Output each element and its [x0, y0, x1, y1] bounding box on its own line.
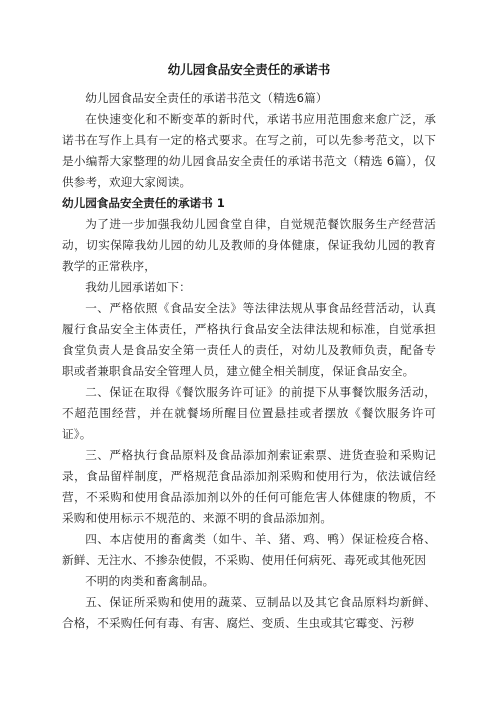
- subtitle-paragraph: 幼儿园食品安全责任的承诺书范文（精选6篇）: [85, 91, 328, 105]
- document-title: 幼儿园食品安全责任的承诺书: [167, 62, 331, 77]
- body-paragraph-7: 五、保证所采购和使用的蔬菜、豆制品以及其它食品原料均新鲜、合格，不采购任何有毒、有害、腐烂、变质、生虫或其它霉变、污秽: [62, 595, 436, 630]
- body-paragraph-1: 为了进一步加强我幼儿园食堂自律，自觉规范餐饮服务生产经营活动，切实保障我幼儿园的幼儿及教师的身体健康，保证我幼儿园的教育教学的正常秩序，: [62, 217, 436, 273]
- body-paragraph-6a: 四、本店使用的畜禽类（如牛、羊、猪、鸡、鸭）保证检疫合格、新鲜、无注水、不掺杂使假，不采购、使用任何病死、毒死或其他死因: [62, 532, 436, 567]
- body-paragraph-2: 我幼儿园承诺如下：: [85, 280, 191, 294]
- section-heading-1: 幼儿园食品安全责任的承诺书 1: [62, 196, 225, 210]
- body-paragraph-6b: 不明的肉类和畜禽制品。: [85, 574, 215, 588]
- body-paragraph-3: 一、严格依照《食品安全法》等法律法规从事食品经营活动，认真履行食品安全主体责任，严格执行食品安全法律法规和标准，自觉承担食堂负责人是食品安全第一责任人的责任，对幼儿及教师负责，配备专职或者兼职食品安全管理人员，建立健全相关制度，保证食品安全。: [62, 301, 436, 378]
- body-paragraph-5: 三、严格执行食品原料及食品添加剂索证索票、进货查验和采购记录，食品留样制度，严格规范食品添加剂采购和使用行为，依法诚信经营，不采购和使用食品添加剂以外的任何可能危害人体健康的物质，不采购和使用标示不规范的、来源不明的食品添加剂。: [62, 448, 436, 525]
- intro-paragraph: 在快速变化和不断变革的新时代，承诺书应用范围愈来愈广泛，承诺书在写作上具有一定的格式要求。在写之前，可以先参考范文，以下是小编帮大家整理的幼儿园食品安全责任的承诺书范文（精选 6篇），仅供参考，欢迎大家阅读。: [62, 112, 436, 189]
- body-paragraph-4: 二、保证在取得《餐饮服务许可证》的前提下从事餐饮服务活动，不超范围经营，并在就餐场所醒目位置悬挂或者摆放《餐饮服务许可证》。: [62, 385, 436, 441]
